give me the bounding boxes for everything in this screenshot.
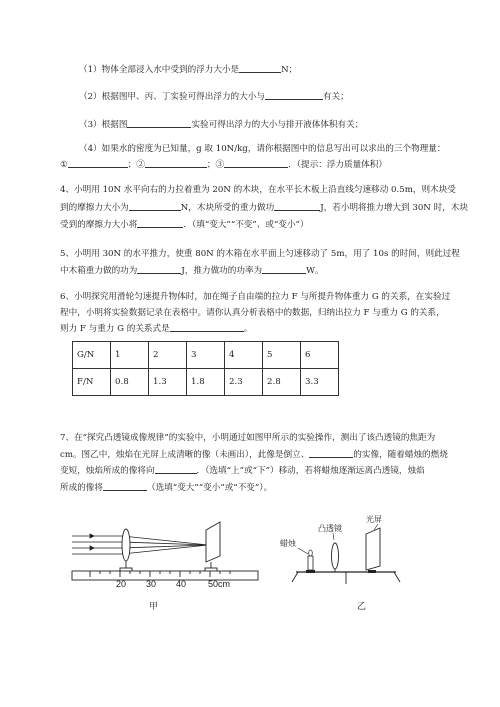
q7-line-3: 变短，烛焰所成的像将向 ．（选填“上”或“下”）移动，若将蜡烛逐渐远离凸透镜，烛焰 (60, 466, 425, 476)
q7-line-2: cm。图乙中，烛焰在光屏上成清晰的像（未画出），此像是倒立、 的实像，随着蜡烛的燃烧 (60, 450, 448, 460)
q4-line-3: 受到的摩擦力大小将 ．（填“变大”“不变”、或“变小”） (60, 220, 309, 230)
answer-blank[interactable] (127, 118, 191, 128)
table-cell: 1 (111, 342, 149, 369)
ruler-tick-label: 20 (116, 579, 127, 589)
q6-line-2: 程中，小明将实验数据记录在表格中。请你认真分析表格中的数据，归纳出拉力 F 与重力 G 的关系， (60, 308, 445, 318)
ruler (72, 571, 258, 580)
screen (206, 522, 220, 562)
q7-line-4: 所成的像将 （选填“变大”“变小”或“不变”）。 (60, 483, 273, 493)
table-cell: 3.3 (301, 369, 339, 396)
answer-blank[interactable] (224, 158, 288, 168)
q3-item-4: （4）如果水的密度为已知量，g 取 10N/kg，请你根据图中的信息写出可以求出的三个物理量： (79, 144, 446, 154)
table-cell: 6 (301, 342, 339, 369)
data-table (72, 341, 339, 396)
table-cell: 1.3 (149, 369, 187, 396)
answer-blank[interactable] (137, 264, 181, 274)
table-cell: 5 (263, 342, 301, 369)
screen (366, 528, 380, 570)
q4-line-2: 到的摩擦力大小为 N，木块所受的重力做功 J，若小明将推力增大到 30N 时，木块 (60, 203, 468, 213)
answer-blank[interactable] (137, 218, 183, 228)
q4-line-1: 4、小明用 10N 水平向右的力拉着重为 20N 的木块，在水平长木板上沿直线匀速移动 0.5m，则木块受 (60, 185, 456, 195)
light-rays (72, 534, 208, 554)
table-cell: 2 (149, 342, 187, 369)
table-cell: 2.3 (225, 369, 263, 396)
table-cell: G/N (73, 342, 111, 369)
answer-blank[interactable] (145, 158, 207, 168)
answer-blank[interactable] (103, 481, 147, 491)
table-row (73, 342, 339, 369)
ruler-tick-label: 40 (176, 579, 187, 589)
convex-lens (332, 543, 339, 569)
table-row (73, 369, 339, 396)
ruler-tick-label: 30 (146, 579, 157, 589)
convex-lens (122, 529, 130, 561)
table-cell: 2.8 (263, 369, 301, 396)
answer-blank[interactable] (262, 264, 306, 274)
q6-line-3: 则力 F 与重力 G 的关系式是 。 (60, 324, 253, 334)
q3-item-1: （1）物体全部浸入水中受到的浮力大小是 N； (79, 65, 298, 75)
answer-blank[interactable] (265, 90, 323, 100)
answer-blank[interactable] (239, 63, 281, 73)
q5-line-2: 中木箱重力做的功为 J，推力做功的功率为 W。 (60, 266, 324, 276)
label-screen: 光屏 (366, 515, 382, 524)
answer-blank[interactable] (68, 158, 128, 168)
table-cell: F/N (73, 369, 111, 396)
figure-yi (278, 508, 408, 588)
answer-blank[interactable] (155, 464, 197, 474)
q3-item-4-answers: ① ；② ；③ ．（提示：浮力质量体积） (60, 160, 387, 170)
ruler-tick-label: 50cm (208, 579, 231, 589)
answer-blank[interactable] (309, 448, 353, 458)
table-cell: 3 (187, 342, 225, 369)
figure-jia (70, 512, 260, 590)
table-cell: 4 (225, 342, 263, 369)
q7-line-1: 7、在“探究凸透镜成像规律”的实验中，小明通过如图甲所示的实验操作，测出了该凸透镜的焦距为 (60, 433, 436, 443)
q3-item-2: （2）根据图甲、丙、丁实验可得出浮力的大小与 有关； (79, 92, 349, 102)
figure-caption-yi: 乙 (357, 602, 367, 612)
table-cell: 1.8 (187, 369, 225, 396)
table-cell: 0.8 (111, 369, 149, 396)
figure-caption-jia: 甲 (149, 602, 159, 612)
q3-item-3: （3）根据图 实验可得出浮力的大小与排开液体体积有关； (79, 120, 364, 130)
q5-line-1: 5、小明用 30N 的水平推力，使重 80N 的木箱在水平面上匀速移动了 5m，用了 10s 的时间，则此过程 (60, 249, 460, 259)
label-candle: 蜡烛 (280, 539, 296, 548)
label-lens: 凸透镜 (318, 524, 342, 533)
answer-blank[interactable] (129, 201, 181, 211)
answer-blank[interactable] (170, 322, 244, 332)
q6-line-1: 6、小明探究用滑轮匀速提升物体时，加在绳子自由端的拉力 F 与所提升物体重力 G 的关系，在实验过 (60, 292, 451, 302)
answer-blank[interactable] (274, 201, 320, 211)
